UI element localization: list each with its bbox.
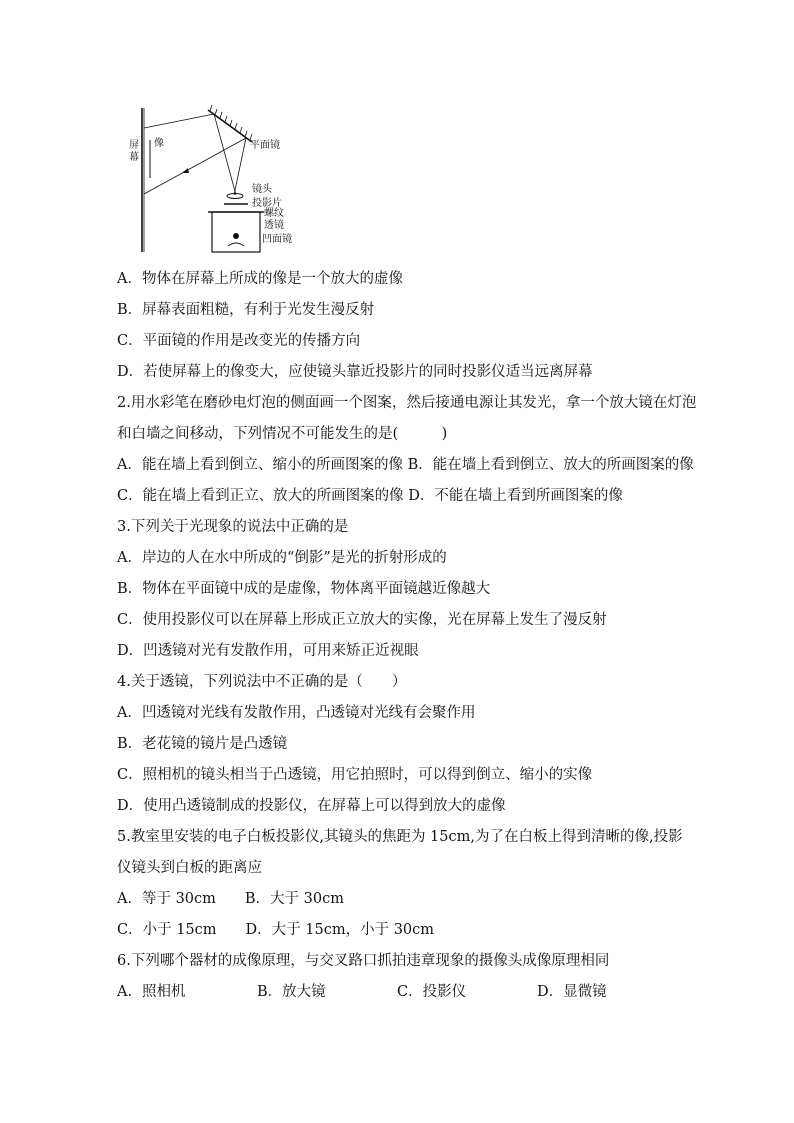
label-slide: 投影片 (252, 198, 282, 209)
label-fresnel-2: 透镜 (264, 220, 284, 231)
text-line: C．照相机的镜头相当于凸透镜，用它拍照时，可以得到倒立、缩小的实像 (117, 767, 593, 783)
question-6-options (117, 981, 697, 1012)
text-line: C．能在墙上看到正立、放大的所画图案的像 D．不能在墙上看到所画图案的像 (117, 488, 623, 504)
question-4: 4.关于透镜，下列说法中不正确的是（ ） (117, 674, 407, 690)
option-a: A．照相机 (117, 984, 186, 1000)
text-line: A．凹透镜对光线有发散作用，凸透镜对光线有会聚作用 (117, 705, 476, 721)
option-c: C．投影仪 (397, 984, 467, 1000)
text-line: C．使用投影仪可以在屏幕上形成正立放大的实像，光在屏幕上发生了漫反射 (117, 612, 607, 628)
projector-diagram-svg (128, 100, 318, 255)
question-text (117, 268, 697, 1012)
label-screen-2: 幕 (129, 152, 139, 163)
bulb (233, 233, 239, 239)
text-line: D．凹透镜对光有发散作用，可用来矫正近视眼 (117, 643, 419, 659)
text-line: D．使用凸透镜制成的投影仪，在屏幕上可以得到放大的虚像 (117, 798, 506, 814)
text-line: A．物体在屏幕上所成的像是一个放大的虚像 (117, 271, 403, 287)
label-concave: 凹面镜 (262, 234, 292, 245)
question-2-line-1: 2.用水彩笔在磨砂电灯泡的侧面画一个图案，然后接通电源让其发光，拿一个放大镜在灯泡 (117, 395, 697, 411)
text-line: B．老花镜的镜片是凸透镜 (117, 736, 288, 752)
concave-mirror (228, 243, 244, 246)
label-lens: 镜头 (252, 184, 272, 195)
text-line: B．物体在平面镜中成的是虚像，物体离平面镜越近像越大 (117, 581, 491, 597)
text-line: B．屏幕表面粗糙，有利于光发生漫反射 (117, 302, 375, 318)
question-5-line-1: 5.教室里安装的电子白板投影仪,其镜头的焦距为 15cm,为了在白板上得到清晰的像,投影 (117, 829, 683, 845)
text-line: D．若使屏幕上的像变大，应使镜头靠近投影片的同时投影仪适当远离屏幕 (117, 364, 593, 380)
projector-diagram (128, 100, 318, 255)
label-image: 像 (154, 138, 164, 149)
text-line: C．平面镜的作用是改变光的传播方向 (117, 333, 361, 349)
question-3: 3.下列关于光现象的说法中正确的是 (117, 519, 349, 535)
question-6: 6.下列哪个器材的成像原理，与交叉路口抓拍违章现象的摄像头成像原理相同 (117, 953, 610, 969)
option-d: D．显微镜 (537, 984, 607, 1000)
text-line: A．能在墙上看到倒立、缩小的所画图案的像 B．能在墙上看到倒立、放大的所画图案的像 (117, 457, 694, 473)
question-2-line-2: 和白墙之间移动，下列情况不可能发生的是( ) (117, 426, 448, 442)
option-b: B．放大镜 (257, 984, 326, 1000)
label-fresnel-1: 螺纹 (264, 208, 284, 219)
question-5-line-2: 仪镜头到白板的距离应 (117, 860, 262, 876)
text-line: C．小于 15cm D．大于 15cm，小于 30cm (117, 922, 435, 938)
label-mirror: 平面镜 (250, 140, 280, 151)
label-screen-1: 屏 (129, 140, 139, 151)
ray-arrow (182, 168, 189, 173)
projector-box (212, 212, 260, 252)
text-line: A．等于 30cm B．大于 30cm (117, 891, 344, 907)
text-line: A．岸边的人在水中所成的“倒影”是光的折射形成的 (117, 550, 447, 566)
lens (227, 194, 243, 199)
